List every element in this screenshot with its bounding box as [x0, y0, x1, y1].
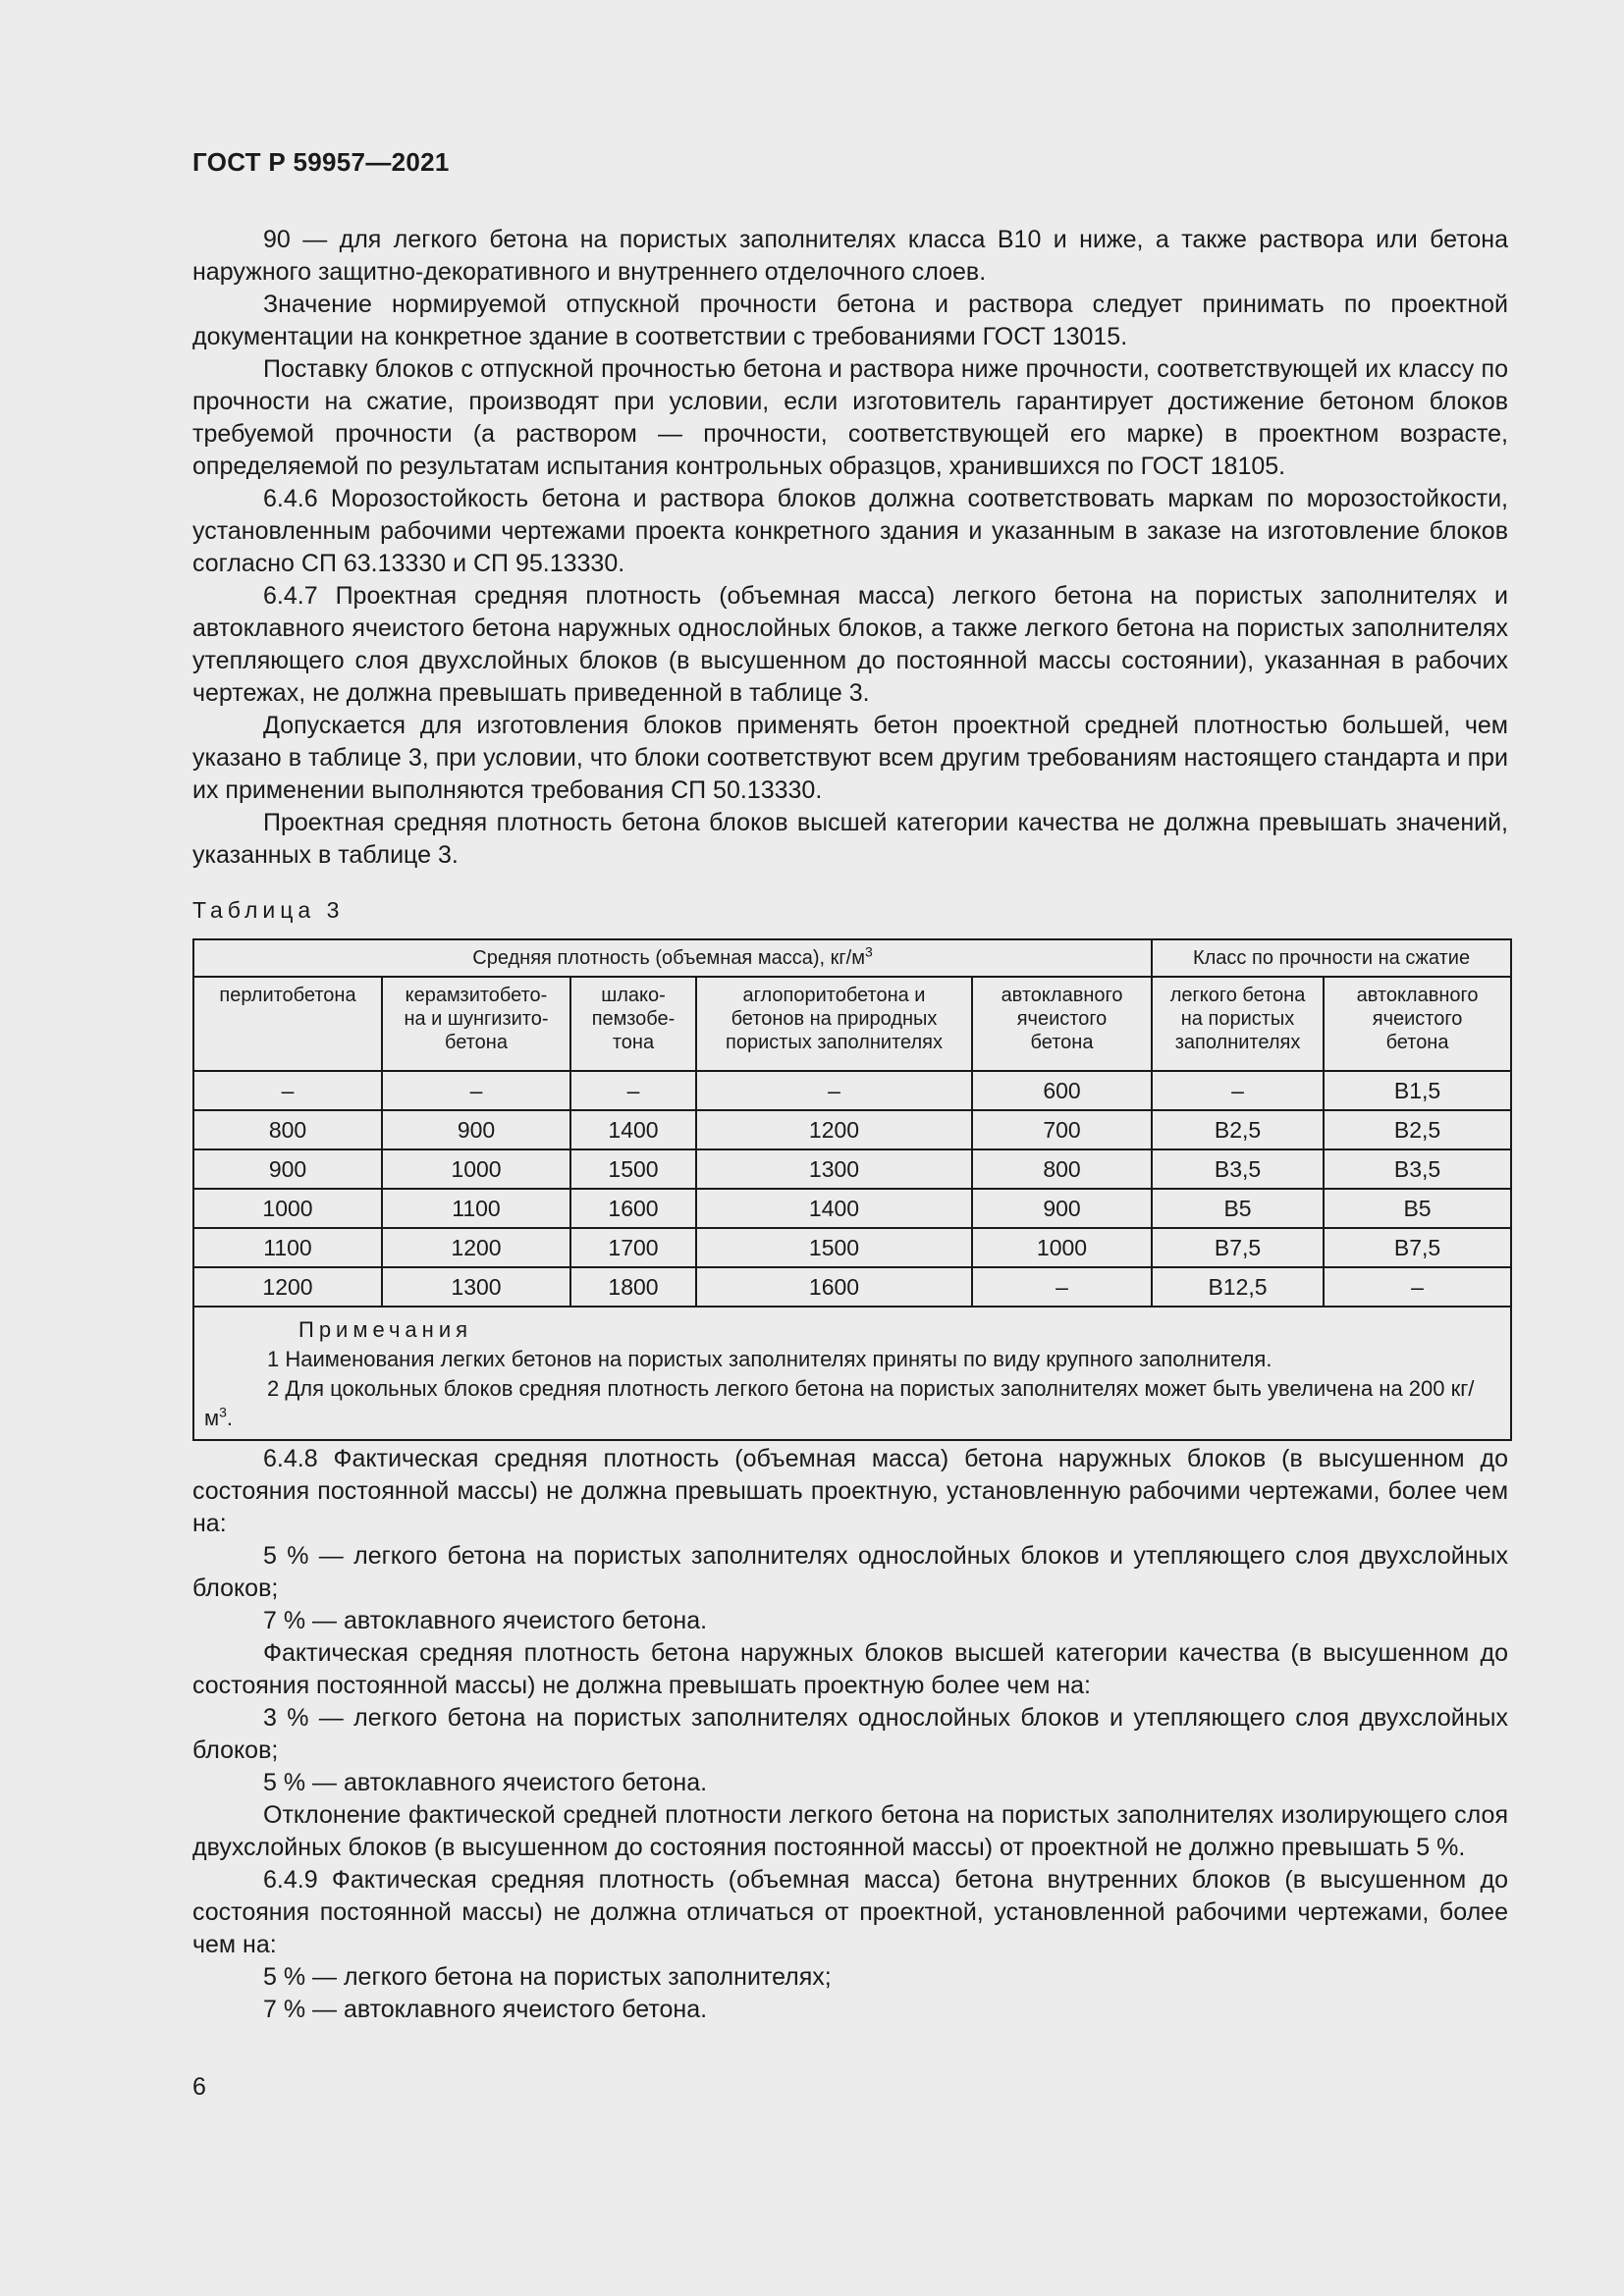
page-number: 6 [192, 2073, 206, 2101]
table-cell: 700 [972, 1110, 1152, 1149]
table-cell: 900 [972, 1189, 1152, 1228]
table-cell: 1200 [193, 1267, 382, 1307]
table-notes [193, 1307, 1511, 1440]
table-cell: 1800 [570, 1267, 696, 1307]
table-cell: 800 [193, 1110, 382, 1149]
table-cell: 1600 [696, 1267, 972, 1307]
density-table-wrapper [192, 938, 1510, 1441]
table-row [193, 1149, 1511, 1189]
table-cell: 800 [972, 1149, 1152, 1189]
table-cell: 1300 [382, 1267, 570, 1307]
column-header: автоклавного ячеистого бетона [972, 977, 1152, 1071]
paragraph: 6.4.8 Фактическая средняя плотность (объемная масса) бетона наружных блоков (в высушенном до состояния постоянной массы) не должна превышать проектную, установленную рабочими чертежами, более чем на: [192, 1445, 1508, 1537]
table-cell: В2,5 [1152, 1110, 1324, 1149]
table-cell: В3,5 [1152, 1149, 1324, 1189]
table-row [193, 1267, 1511, 1307]
table-cell: 1500 [696, 1228, 972, 1267]
table-cell: – [1324, 1267, 1511, 1307]
table-cell: 1600 [570, 1189, 696, 1228]
table-cell: 600 [972, 1071, 1152, 1110]
table-cell: – [696, 1071, 972, 1110]
density-table [192, 938, 1512, 1441]
table-cell: В5 [1324, 1189, 1511, 1228]
table-cell: 1200 [382, 1228, 570, 1267]
table-cell: В5 [1152, 1189, 1324, 1228]
list-item: 3 % — легкого бетона на пористых заполнителях однослойных блоков и утепляющего слоя двухслойных блоков; [192, 1704, 1508, 1764]
table-cell: В1,5 [1324, 1071, 1511, 1110]
table-cell: 1100 [193, 1228, 382, 1267]
table-cell: В12,5 [1152, 1267, 1324, 1307]
paragraph: 6.4.7 Проектная средняя плотность (объемная масса) легкого бетона на пористых заполнителях и автоклавного ячеистого бетона наружных однослойных блоков, а также легкого бетона на пористых заполнителях утепляющего слоя двухслойных блоков (в высушенном до постоянной массы состоянии), указанная в рабочих чертежах, не должна превышать приведенной в таблице 3. [192, 582, 1508, 707]
column-header: аглопоритобетона и бетонов на природных пористых заполнителях [696, 977, 972, 1071]
table-row [193, 1228, 1511, 1267]
table-body [193, 1071, 1511, 1307]
paragraph: Значение нормируемой отпускной прочности бетона и раствора следует принимать по проектной документации на конкретное здание в соответствии с требованиями ГОСТ 13015. [192, 291, 1508, 350]
table-cell: 1100 [382, 1189, 570, 1228]
column-header: автоклавного ячеистого бетона [1324, 977, 1511, 1071]
paragraph: 6.4.6 Морозостойкость бетона и раствора блоков должна соответствовать маркам по морозостойкости, установленным рабочими чертежами проекта конкретного здания и указанным в заказе на изготовление блоков согласно СП 63.13330 и СП 95.13330. [192, 485, 1508, 577]
table-cell: В2,5 [1324, 1110, 1511, 1149]
list-item: 7 % — автоклавного ячеистого бетона. [263, 1607, 708, 1634]
table-sub-header-row [193, 977, 1511, 1071]
table-group-header-row [193, 939, 1511, 977]
top-text-block [192, 224, 1508, 872]
table-cell: 1500 [570, 1149, 696, 1189]
density-group-header: Средняя плотность (объемная масса), $кг/м^3$ [193, 939, 1152, 977]
list-item: 5 % — легкого бетона на пористых заполнителях однослойных блоков и утепляющего слоя двухслойных блоков; [192, 1542, 1508, 1602]
column-header: перлитобетона [193, 977, 382, 1071]
column-header: легкого бетона на пористых заполнителях [1152, 977, 1324, 1071]
paragraph: 90 — для легкого бетона на пористых заполнителях класса В10 и ниже, а также раствора или бетона наружного защитно-декоративного и внутреннего отделочного слоев. [192, 226, 1508, 286]
table-note: 1 Наименования легких бетонов на пористых заполнителях приняты по виду крупного заполнителя. [267, 1347, 1272, 1371]
paragraph: Поставку блоков с отпускной прочностью бетона и раствора ниже прочности, соответствующей их классу по прочности на сжатие, производят при условии, если изготовитель гарантирует достижение бетоном блоков требуемой прочности (а раствором — прочности, соответствующей его марке) в проектном возрасте, определяемой по результатам испытания контрольных образцов, хранившихся по ГОСТ 18105. [192, 355, 1508, 480]
paragraph: Отклонение фактической средней плотности легкого бетона на пористых заполнителях изолирующего слоя двухслойных блоков (в высушенном до состояния постоянной массы) от проектной не должно превышать 5 %. [192, 1801, 1508, 1861]
table-cell: – [972, 1267, 1152, 1307]
list-item: 5 % — автоклавного ячеистого бетона. [263, 1769, 708, 1796]
table-cell: В7,5 [1324, 1228, 1511, 1267]
table-cell: В7,5 [1152, 1228, 1324, 1267]
paragraph: Допускается для изготовления блоков применять бетон проектной средней плотностью большей, чем указано в таблице 3, при условии, что блоки соответствуют всем другим требованиям настоящего стандарта и при их применении выполняются требования СП 50.13330. [192, 712, 1508, 804]
table-cell: 1000 [972, 1228, 1152, 1267]
table-note: 2 Для цокольных блоков средняя плотность легкого бетона на пористых заполнителях может быть увеличена на 200 $кг/м^3$. [204, 1376, 1475, 1430]
table-cell: 1700 [570, 1228, 696, 1267]
table-cell: 900 [382, 1110, 570, 1149]
table-cell: – [570, 1071, 696, 1110]
table-row [193, 1071, 1511, 1110]
table-cell: – [193, 1071, 382, 1110]
table-cell: – [1152, 1071, 1324, 1110]
table-cell: 1000 [382, 1149, 570, 1189]
paragraph: Фактическая средняя плотность бетона наружных блоков высшей категории качества (в высушенном до состояния постоянной массы) не должна превышать проектную более чем на: [192, 1639, 1508, 1699]
paragraph: 6.4.9 Фактическая средняя плотность (объемная масса) бетона внутренних блоков (в высушенном до состояния постоянной массы) не должна отличаться от проектной, установленной рабочими чертежами, более чем на: [192, 1866, 1508, 1958]
bottom-text-block [192, 1443, 1508, 2026]
table-cell: 1200 [696, 1110, 972, 1149]
table-caption: Таблица 3 [192, 897, 345, 923]
table-cell: 900 [193, 1149, 382, 1189]
column-header: шлако- пемзобе- тона [570, 977, 696, 1071]
notes-title: Примечания [298, 1317, 473, 1342]
strength-group-header: Класс по прочности на сжатие [1152, 939, 1511, 977]
table-row [193, 1189, 1511, 1228]
table-cell: – [382, 1071, 570, 1110]
table-cell: 1300 [696, 1149, 972, 1189]
table-notes-row [193, 1307, 1511, 1440]
column-header: керамзитобето- на и шунгизито- бетона [382, 977, 570, 1071]
list-item: 5 % — легкого бетона на пористых заполнителях; [263, 1963, 832, 1991]
document-code: ГОСТ Р 59957—2021 [192, 147, 450, 177]
paragraph: Проектная средняя плотность бетона блоков высшей категории качества не должна превышать значений, указанных в таблице 3. [192, 809, 1508, 869]
table-cell: 1000 [193, 1189, 382, 1228]
table-cell: В3,5 [1324, 1149, 1511, 1189]
list-item: 7 % — автоклавного ячеистого бетона. [263, 1996, 708, 2023]
table-row [193, 1110, 1511, 1149]
table-cell: 1400 [696, 1189, 972, 1228]
table-cell: 1400 [570, 1110, 696, 1149]
